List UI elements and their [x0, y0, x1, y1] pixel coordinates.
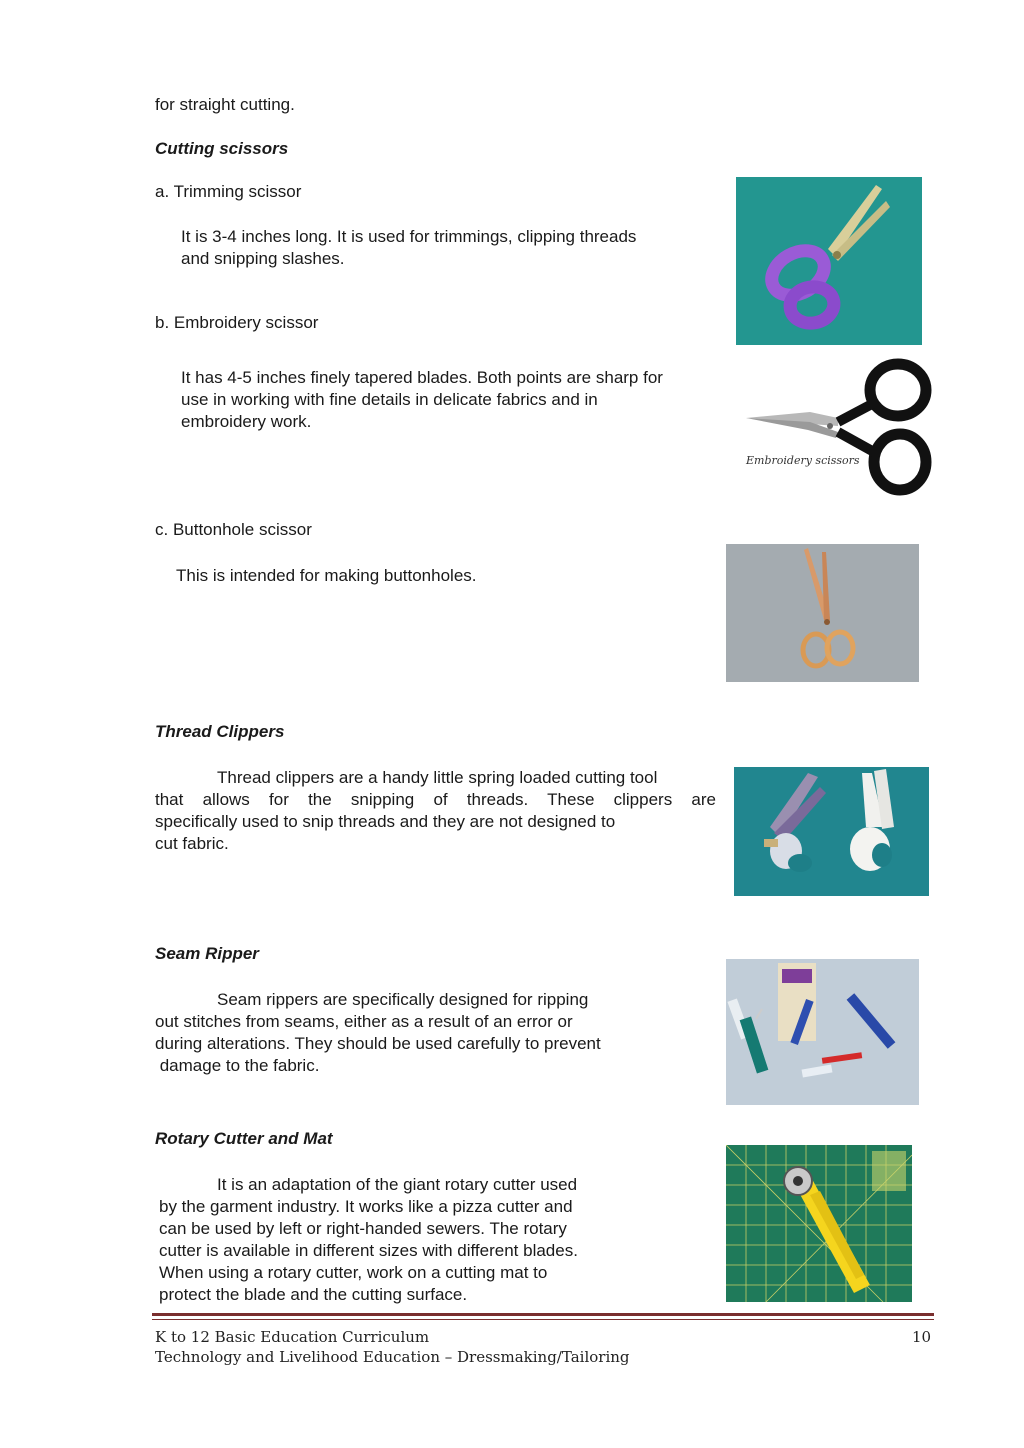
thread-clippers-heading: Thread Clippers — [155, 722, 285, 741]
footer-subject-title: Technology and Livelihood Education – Dressmaking/Tailoring — [155, 1348, 630, 1366]
embroidery-desc-line-1: It has 4-5 inches finely tapered blades. Both points are sharp for — [181, 368, 663, 387]
seam-ripper-line-4: damage to the fabric. — [155, 1056, 320, 1075]
embroidery-photo-caption: Embroidery scissors — [746, 454, 860, 467]
rotary-cutter-line-5: When using a rotary cutter, work on a cutting mat to — [159, 1263, 548, 1282]
intro-line: for straight cutting. — [155, 95, 295, 114]
seam-ripper-line-1: Seam rippers are specifically designed for ripping — [217, 990, 589, 1009]
thread-clippers-line-2: that allows for the snipping of threads. These clippers are — [155, 790, 716, 809]
rotary-cutter-line-2: by the garment industry. It works like a pizza cutter and — [159, 1197, 573, 1216]
embroidery-scissor-label: b. Embroidery scissor — [155, 313, 319, 332]
thread-clippers-photo — [734, 767, 929, 896]
seam-ripper-photo — [726, 959, 919, 1105]
seam-ripper-line-2: out stitches from seams, either as a result of an error or — [155, 1012, 573, 1031]
rotary-cutter-line-6: protect the blade and the cutting surface. — [159, 1285, 468, 1304]
rotary-cutter-line-4: cutter is available in different sizes with different blades. — [159, 1241, 578, 1260]
thread-clippers-line-3: specifically used to snip threads and they are not designed to — [155, 812, 616, 831]
footer-curriculum-title: K to 12 Basic Education Curriculum — [155, 1328, 430, 1346]
rotary-cutter-line-3: can be used by left or right-handed sewers. The rotary — [159, 1219, 567, 1238]
trimming-desc-line-2: and snipping slashes. — [181, 249, 345, 268]
embroidery-scissor-photo — [740, 352, 932, 502]
rotary-cutter-heading: Rotary Cutter and Mat — [155, 1129, 333, 1148]
embroidery-desc-line-2: use in working with fine details in delicate fabrics and in — [181, 390, 598, 409]
trimming-scissor-photo — [736, 177, 922, 345]
seam-ripper-line-3: during alterations. They should be used carefully to prevent — [155, 1034, 601, 1053]
thread-clippers-line-4: cut fabric. — [155, 834, 229, 853]
footer-rule-thin — [152, 1319, 934, 1320]
footer-rule-thick — [152, 1313, 934, 1316]
embroidery-desc-line-3: embroidery work. — [181, 412, 312, 431]
trimming-desc-line-1: It is 3-4 inches long. It is used for trimmings, clipping threads — [181, 227, 637, 246]
trimming-scissor-label: a. Trimming scissor — [155, 182, 302, 201]
seam-ripper-heading: Seam Ripper — [155, 944, 259, 963]
rotary-cutter-photo — [726, 1145, 912, 1302]
page-number: 10 — [912, 1328, 932, 1346]
buttonhole-scissor-photo — [726, 544, 919, 682]
cutting-scissors-heading: Cutting scissors — [155, 139, 289, 158]
thread-clippers-line-1: Thread clippers are a handy little spring loaded cutting tool — [217, 768, 658, 787]
buttonhole-desc-line-1: This is intended for making buttonholes. — [176, 566, 477, 585]
buttonhole-scissor-label: c. Buttonhole scissor — [155, 520, 312, 539]
rotary-cutter-line-1: It is an adaptation of the giant rotary cutter used — [217, 1175, 578, 1194]
